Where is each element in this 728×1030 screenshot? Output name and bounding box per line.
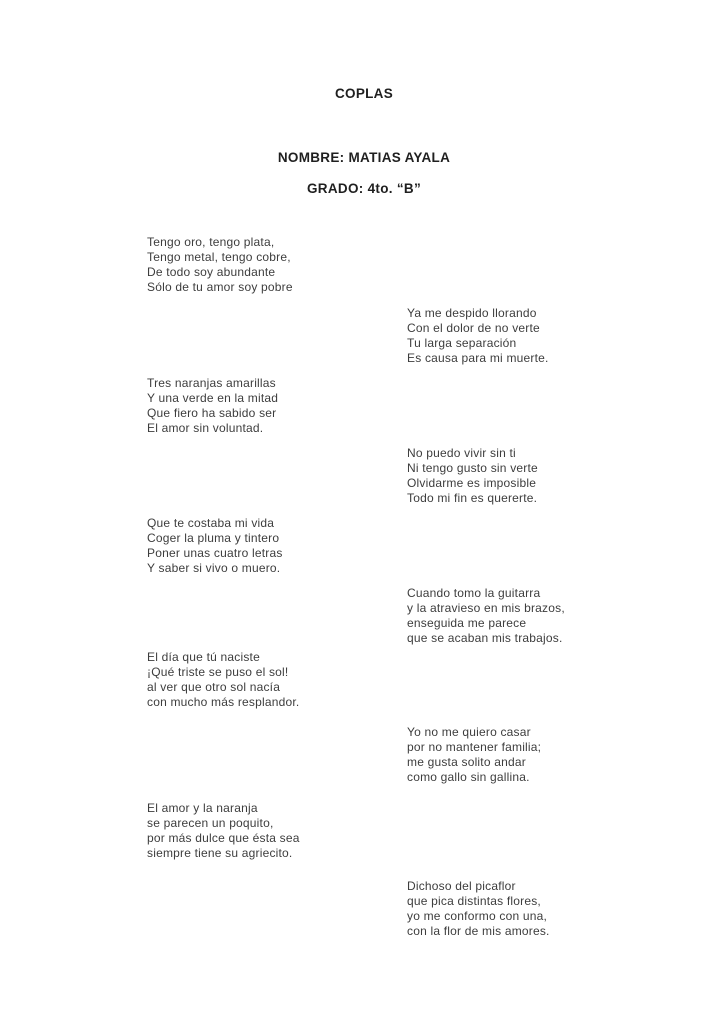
stanza-10: [407, 879, 550, 939]
grade-line: GRADO: 4to. “B”: [307, 181, 421, 196]
stanza-line: me gusta solito andar: [407, 755, 526, 769]
stanza-line: yo me conformo con una,: [407, 909, 548, 923]
stanza-line: se parecen un poquito,: [147, 816, 274, 830]
stanza-line: Tengo oro, tengo plata,: [147, 235, 275, 249]
stanza-line: Y saber si vivo o muero.: [147, 561, 281, 575]
stanza-line: Que fiero ha sabido ser: [147, 406, 277, 420]
stanza-line: siempre tiene su agriecito.: [147, 846, 293, 860]
stanza-line: Con el dolor de no verte: [407, 321, 540, 335]
stanza-line: El amor sin voluntad.: [147, 421, 264, 435]
stanza-line: El amor y la naranja: [147, 801, 258, 815]
stanza-3: [147, 376, 278, 436]
stanza-line: como gallo sin gallina.: [407, 770, 530, 784]
stanza-line: De todo soy abundante: [147, 265, 276, 279]
stanza-line: y la atravieso en mis brazos,: [407, 601, 565, 615]
stanza-line: Dichoso del picaflor: [407, 879, 516, 893]
stanza-6: [407, 586, 565, 646]
stanza-line: Y una verde en la mitad: [147, 391, 279, 405]
stanza-8: [407, 725, 541, 785]
document-title: COPLAS: [334, 86, 394, 101]
stanza-line: Olvidarme es imposible: [407, 476, 537, 490]
stanza-line: Todo mi fin es quererte.: [407, 491, 538, 505]
stanza-line: Cuando tomo la guitarra: [407, 586, 541, 600]
stanza-line: al ver que otro sol nacía: [147, 680, 281, 694]
stanza-line: Coger la pluma y tintero: [147, 531, 280, 545]
stanza-line: ¡Qué triste se puso el sol!: [147, 665, 289, 679]
stanza-line: Yo no me quiero casar: [407, 725, 531, 739]
stanza-line: El día que tú naciste: [147, 650, 260, 664]
stanza-line: por no mantener familia;: [407, 740, 542, 754]
stanza-line: No puedo vivir sin ti: [407, 446, 516, 460]
stanza-line: Sólo de tu amor soy pobre: [147, 280, 293, 294]
stanza-line: Que te costaba mi vida: [147, 516, 275, 530]
stanza-2: [407, 306, 549, 366]
stanza-5: [147, 516, 283, 576]
stanza-line: enseguida me parece: [407, 616, 527, 630]
stanza-line: Tres naranjas amarillas: [147, 376, 276, 390]
stanza-4: [407, 446, 538, 506]
stanza-line: que pica distintas flores,: [407, 894, 541, 908]
stanza-7: [147, 650, 299, 710]
stanza-line: por más dulce que ésta sea: [147, 831, 300, 845]
stanza-1: [147, 235, 293, 295]
stanza-line: Es causa para mi muerte.: [407, 351, 549, 365]
stanza-line: Ni tengo gusto sin verte: [407, 461, 538, 475]
stanza-line: Ya me despido llorando: [407, 306, 537, 320]
stanza-line: Poner unas cuatro letras: [147, 546, 283, 560]
stanza-line: que se acaban mis trabajos.: [407, 631, 563, 645]
stanza-9: [147, 801, 300, 861]
stanza-line: Tengo metal, tengo cobre,: [147, 250, 291, 264]
stanza-line: Tu larga separación: [407, 336, 517, 350]
stanza-line: con la flor de mis amores.: [407, 924, 550, 938]
stanza-line: con mucho más resplandor.: [147, 695, 300, 709]
student-name-line: NOMBRE: MATIAS AYALA: [277, 150, 451, 165]
